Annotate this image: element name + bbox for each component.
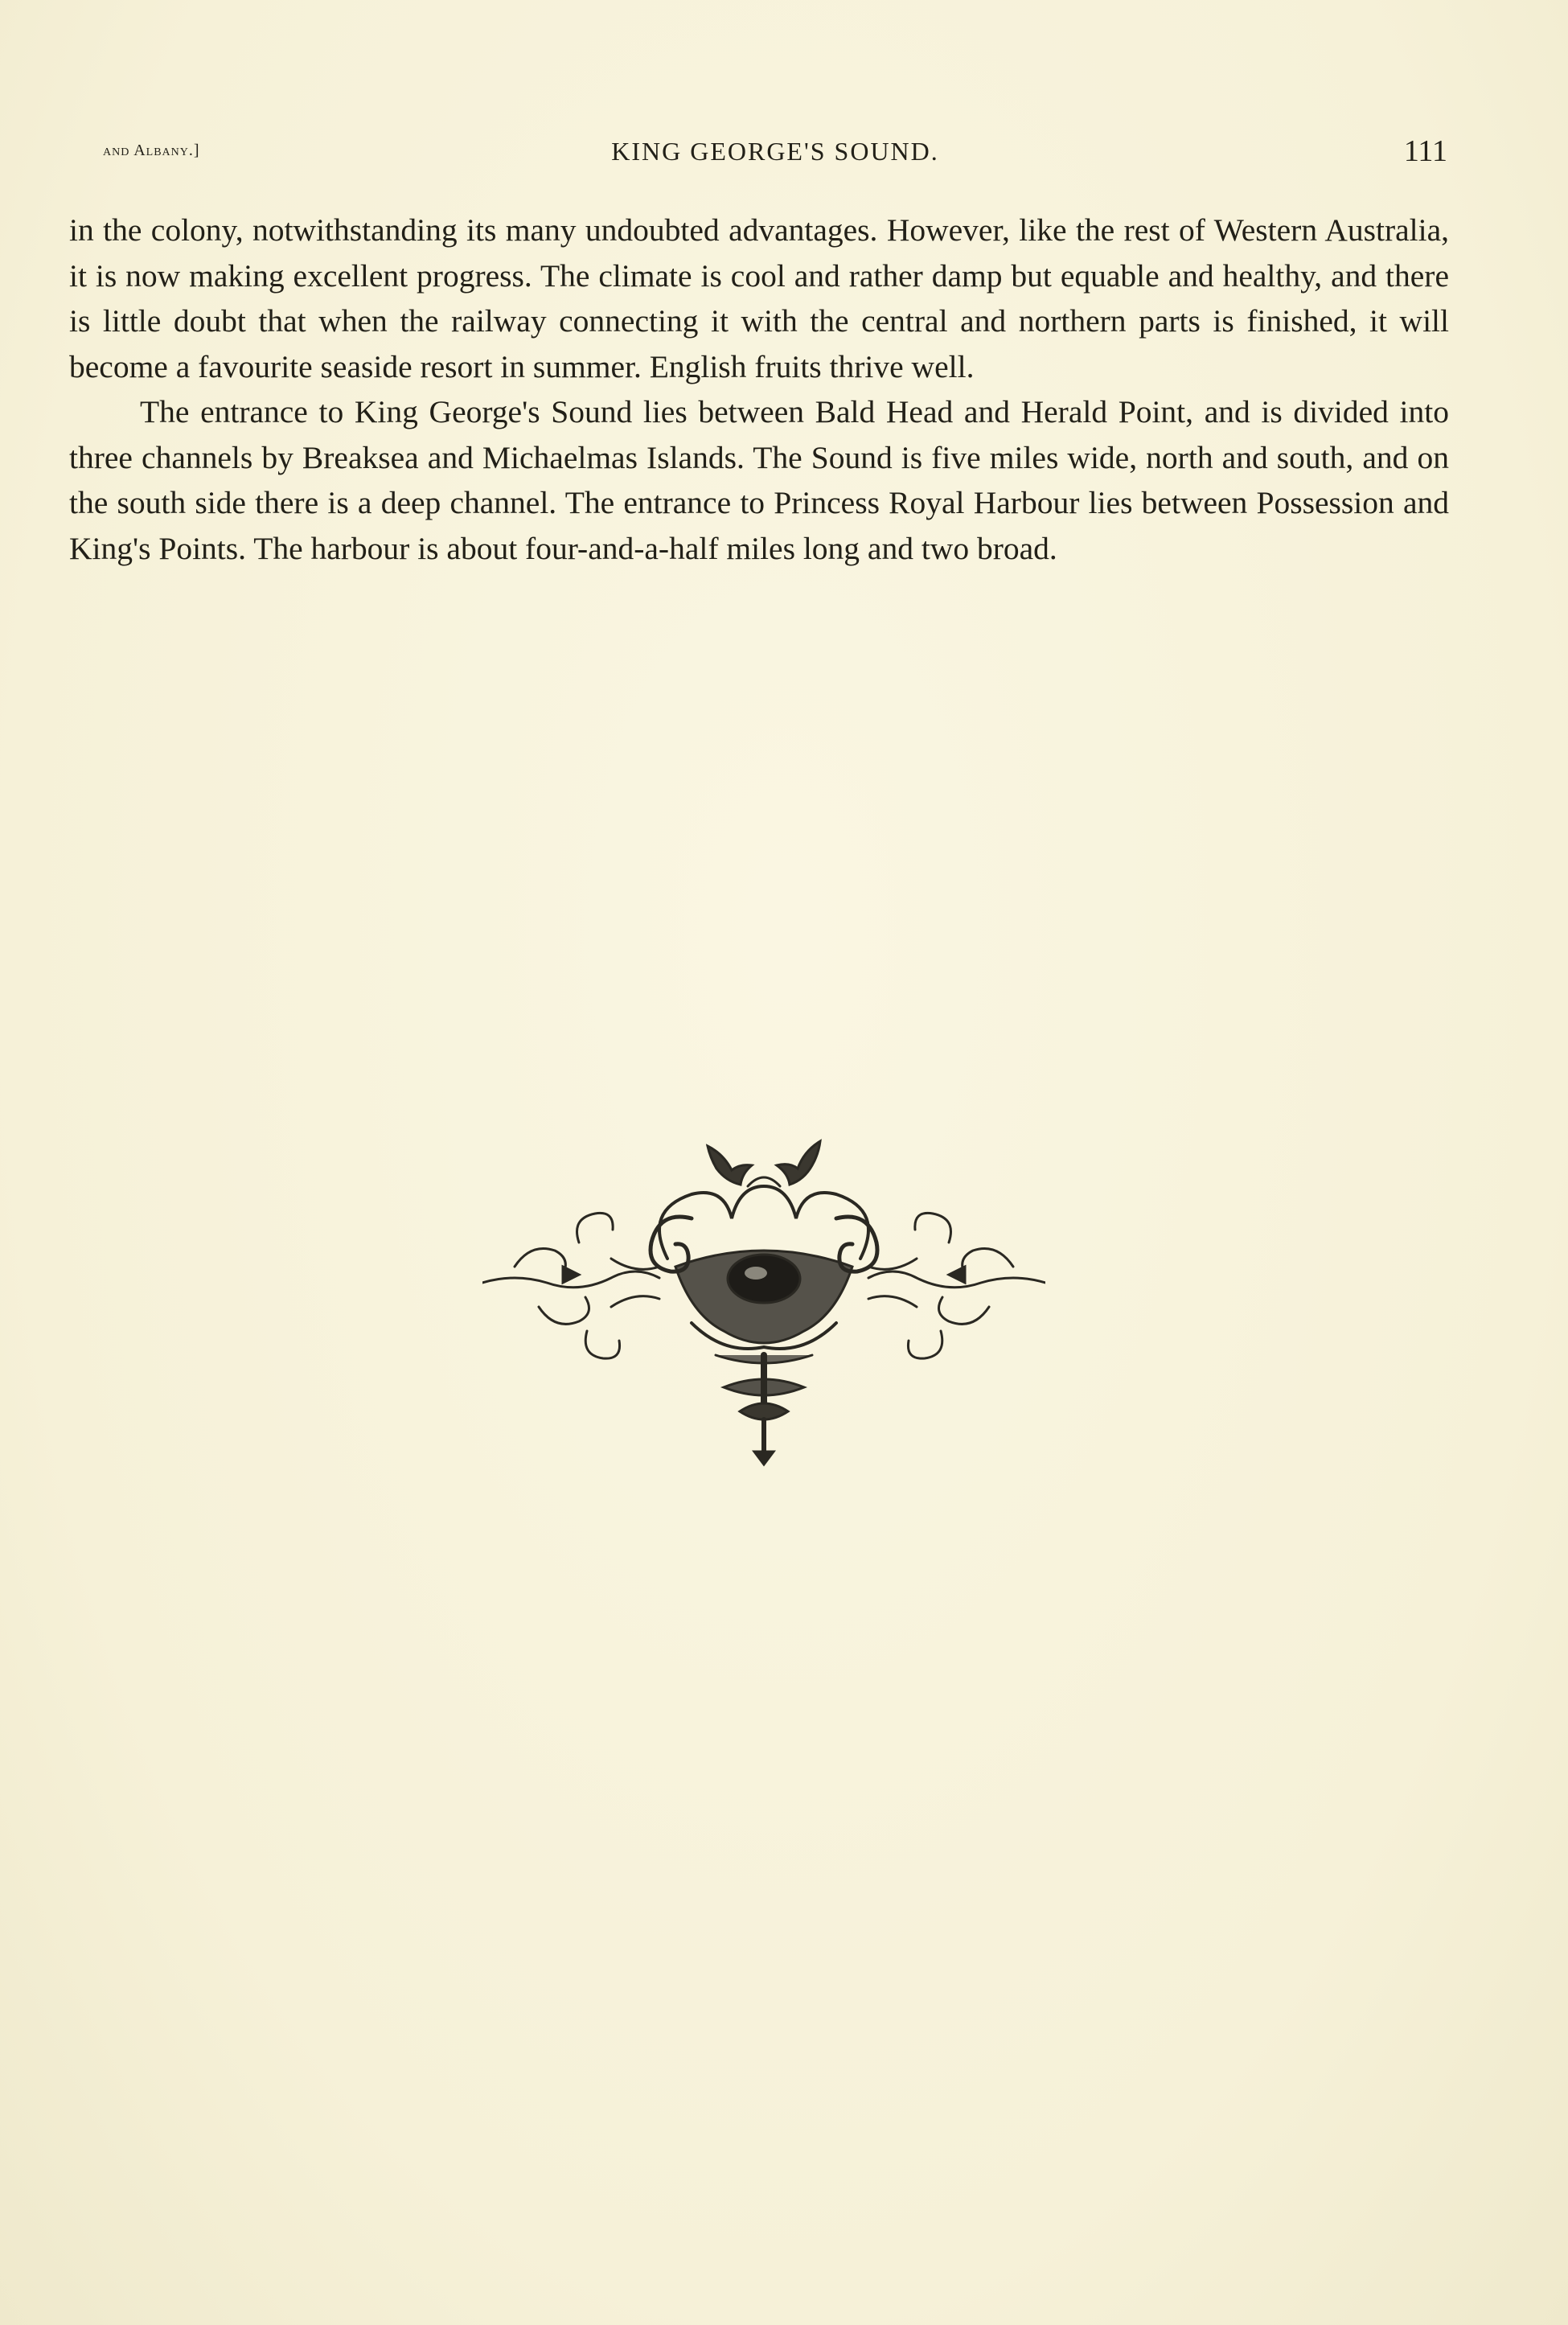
running-head: [103, 134, 1447, 172]
paragraph-2: The entrance to King George's Sound lies between Bald Head and Herald Point, and is divided into three channels by Breaksea and Michaelmas Islands. The Sound is five miles wide, north and south, and on the south side there is a deep channel. The entrance to Princess Royal Harbour lies between Possession and King's Points. The harbour is about four-and-a-half miles long and two broad.: [69, 394, 1449, 566]
tailpiece-ornament-icon: [482, 1130, 1045, 1468]
page-number: 111: [1403, 134, 1447, 168]
paragraph-1: in the colony, notwithstanding its many undoubted advantages. However, like the rest of Western Australia, it is now making excellent progress. The climate is cool and rather damp but equable and healthy, and there is little doubt that when the railway connecting it with the central and northern parts is finished, it will become a favourite seaside resort in summer. English fruits thrive well.: [69, 212, 1449, 384]
body-text: [69, 207, 1449, 571]
running-head-title: KING GEORGE'S SOUND.: [611, 137, 939, 166]
running-head-left: and Albany.]: [103, 142, 200, 159]
